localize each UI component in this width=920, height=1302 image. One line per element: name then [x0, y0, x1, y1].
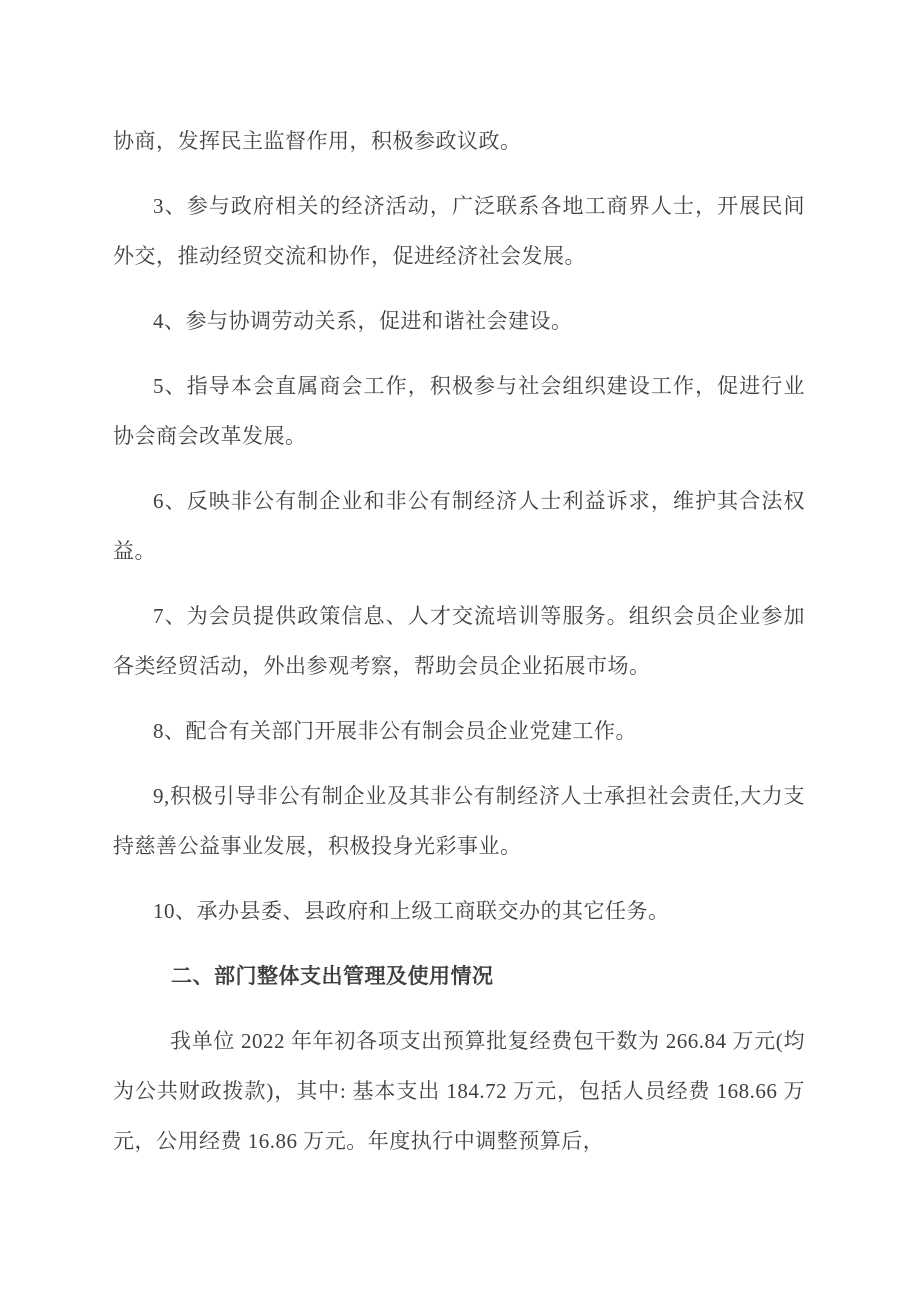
list-item-9: 9,积极引导非公有制企业及其非公有制经济人士承担社会责任,大力支持慈善公益事业发展，积极投身光彩事业。: [113, 784, 805, 858]
paragraph-continuation: 协商，发挥民主监督作用，积极参政议政。: [113, 129, 522, 153]
list-item-7: 7、为会员提供政策信息、人才交流培训等服务。组织会员企业参加各类经贸活动，外出参观考察，帮助会员企业拓展市场。: [113, 604, 805, 678]
list-item-6: 6、反映非公有制企业和非公有制经济人士利益诉求，维护其合法权益。: [113, 489, 805, 563]
list-item-4: 4、参与协调劳动关系，促进和谐社会建设。: [153, 309, 573, 333]
budget-paragraph: 我单位 2022 年年初各项支出预算批复经费包干数为 266.84 万元(均为公共财政拨款)，其中: 基本支出 184.72 万元，包括人员经费 168.66 万元，公用经费 16.86 万元。年度执行中调整预算后，: [113, 1029, 805, 1153]
list-item-5: 5、指导本会直属商会工作，积极参与社会组织建设工作，促进行业协会商会改革发展。: [113, 374, 805, 448]
list-item-10: 10、承办县委、县政府和上级工商联交办的其它任务。: [153, 899, 670, 923]
list-item-8: 8、配合有关部门开展非公有制会员企业党建工作。: [153, 719, 637, 743]
list-item-3: 3、参与政府相关的经济活动，广泛联系各地工商界人士，开展民间外交，推动经贸交流和协作，促进经济社会发展。: [113, 194, 805, 268]
section-heading: 二、部门整体支出管理及使用情况: [171, 964, 494, 988]
